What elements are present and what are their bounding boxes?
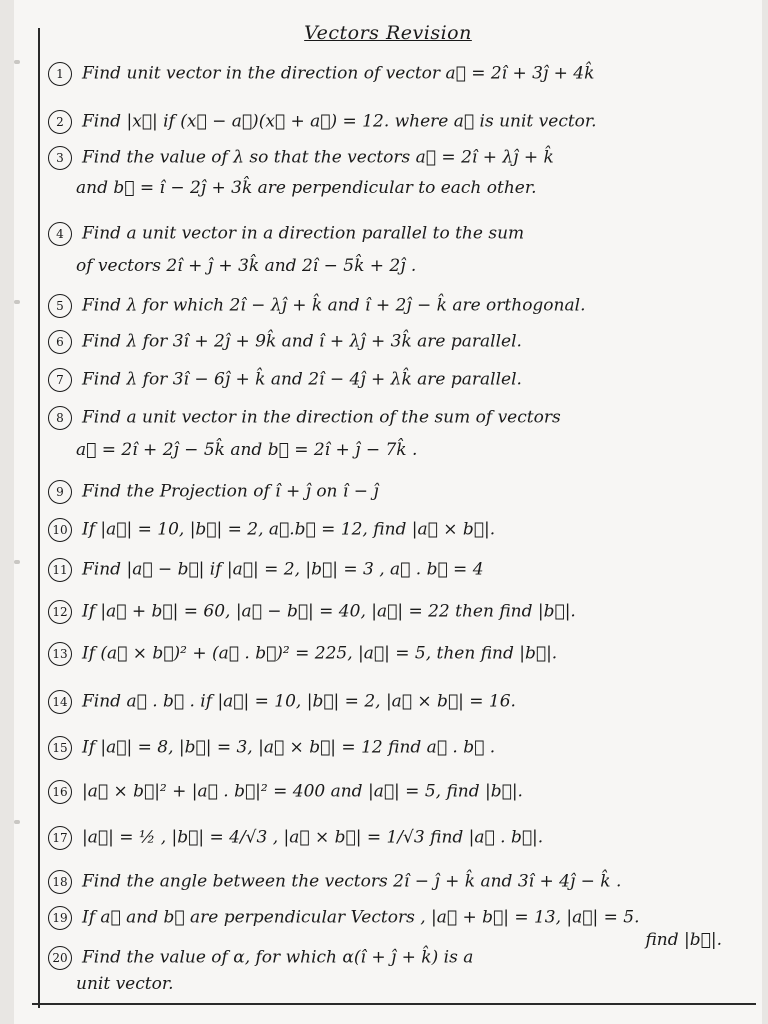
question-14	[48, 690, 748, 714]
question-19	[48, 906, 748, 930]
binding-hole	[14, 60, 20, 64]
question-number: 11	[48, 558, 72, 582]
question-8-continued: a⃗ = 2î + 2ĵ − 5k̂ and b⃗ = 2î + ĵ − 7k̂ .	[76, 440, 418, 460]
question-text: If |a⃗ + b⃗| = 60, |a⃗ − b⃗| = 40, |a⃗| = 22 then find |b⃗|.	[82, 601, 576, 622]
question-number: 15	[48, 736, 72, 760]
question-text: |a⃗| = ½ , |b⃗| = 4/√3 , |a⃗ × b⃗| = 1/√3 find |a⃗ . b⃗|.	[82, 827, 544, 848]
binding-hole	[14, 820, 20, 824]
question-number: 2	[48, 110, 72, 134]
question-text: If |a⃗| = 10, |b⃗| = 2, a⃗.b⃗ = 12, find |a⃗ × b⃗|.	[82, 519, 496, 540]
question-number: 20	[48, 946, 72, 970]
binding-hole	[14, 300, 20, 304]
question-4	[48, 222, 748, 246]
question-text: |a⃗ × b⃗|² + |a⃗ . b⃗|² = 400 and |a⃗| = 5, find |b⃗|.	[82, 781, 523, 802]
question-text: Find the Projection of î + ĵ on î − ĵ	[82, 481, 379, 502]
question-number: 12	[48, 600, 72, 624]
question-text: Find λ for 3î − 6ĵ + k̂ and 2î − 4ĵ + λk̂ are parallel.	[82, 369, 522, 390]
question-number: 13	[48, 642, 72, 666]
question-12	[48, 600, 748, 624]
question-20-continued: unit vector.	[76, 974, 174, 994]
question-number: 18	[48, 870, 72, 894]
question-number: 1	[48, 62, 72, 86]
question-text: If |a⃗| = 8, |b⃗| = 3, |a⃗ × b⃗| = 12 find a⃗ . b⃗ .	[82, 737, 496, 758]
question-number: 5	[48, 294, 72, 318]
bottom-rule	[32, 1003, 756, 1005]
question-number: 7	[48, 368, 72, 392]
question-10	[48, 518, 748, 542]
notebook-page	[14, 0, 762, 1024]
question-9	[48, 480, 748, 504]
question-number: 3	[48, 146, 72, 170]
question-8	[48, 406, 748, 430]
question-number: 9	[48, 480, 72, 504]
question-text: Find the value of α, for which α(î + ĵ + k̂) is a	[82, 947, 474, 968]
question-2	[48, 110, 748, 134]
question-number: 17	[48, 826, 72, 850]
question-number: 14	[48, 690, 72, 714]
question-text: Find λ for which 2î − λĵ + k̂ and î + 2ĵ − k̂ are orthogonal.	[82, 295, 586, 316]
question-text: Find a⃗ . b⃗ . if |a⃗| = 10, |b⃗| = 2, |a⃗ × b⃗| = 16.	[82, 691, 516, 712]
question-text: Find the value of λ so that the vectors a⃗ = 2î + λĵ + k̂	[82, 147, 554, 168]
question-number: 16	[48, 780, 72, 804]
binding-hole	[14, 560, 20, 564]
question-3-continued: and b⃗ = î − 2ĵ + 3k̂ are perpendicular to each other.	[76, 178, 537, 198]
margin-line	[38, 28, 40, 1008]
question-text: Find |x⃗| if (x⃗ − a⃗)(x⃗ + a⃗) = 12. where a⃗ is unit vector.	[82, 111, 597, 132]
question-text: Find the angle between the vectors 2î − ĵ + k̂ and 3î + 4ĵ − k̂ .	[82, 871, 622, 892]
question-11	[48, 558, 748, 582]
question-5	[48, 294, 748, 318]
question-19-continued: find |b⃗|.	[645, 930, 722, 950]
question-1	[48, 62, 748, 86]
question-20	[48, 946, 748, 970]
question-17	[48, 826, 748, 850]
question-18	[48, 870, 748, 894]
question-number: 19	[48, 906, 72, 930]
question-text: Find unit vector in the direction of vector a⃗ = 2î + 3ĵ + 4k̂	[82, 63, 595, 84]
question-number: 4	[48, 222, 72, 246]
question-number: 8	[48, 406, 72, 430]
question-4-continued: of vectors 2î + ĵ + 3k̂ and 2î − 5k̂ + 2ĵ .	[76, 256, 417, 276]
question-text: Find a unit vector in the direction of the sum of vectors	[82, 407, 561, 428]
question-15	[48, 736, 748, 760]
question-16	[48, 780, 748, 804]
question-7	[48, 368, 748, 392]
question-6	[48, 330, 748, 354]
question-13	[48, 642, 748, 666]
question-text: Find |a⃗ − b⃗| if |a⃗| = 2, |b⃗| = 3 , a⃗ . b⃗ = 4	[82, 559, 484, 580]
question-text: Find a unit vector in a direction parallel to the sum	[82, 223, 525, 244]
question-text: Find λ for 3î + 2ĵ + 9k̂ and î + λĵ + 3k̂ are parallel.	[82, 331, 522, 352]
question-number: 10	[48, 518, 72, 542]
question-text: If (a⃗ × b⃗)² + (a⃗ . b⃗)² = 225, |a⃗| = 5, then find |b⃗|.	[82, 643, 558, 664]
question-number: 6	[48, 330, 72, 354]
page-title: Vectors Revision	[304, 22, 472, 44]
question-text: If a⃗ and b⃗ are perpendicular Vectors , |a⃗ + b⃗| = 13, |a⃗| = 5.	[82, 907, 640, 928]
question-3	[48, 146, 748, 170]
